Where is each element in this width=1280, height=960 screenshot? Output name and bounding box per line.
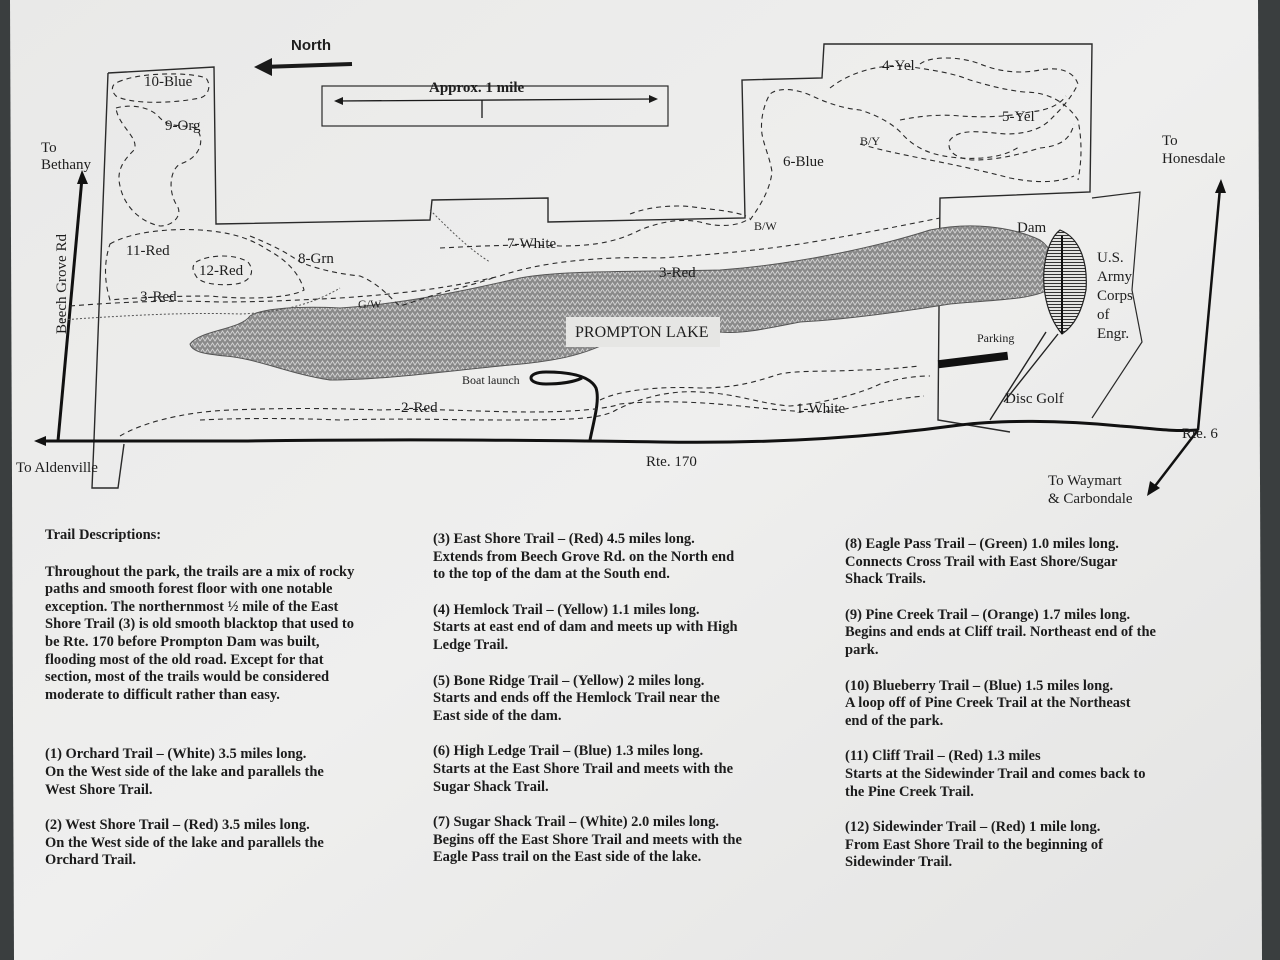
label-trail-8: 8-Grn [298, 251, 334, 267]
corps-line2: Army [1097, 269, 1132, 285]
corps-line4: of [1097, 307, 1110, 323]
corps-line1: U.S. [1097, 250, 1124, 266]
to-honesdale-line2: Honesdale [1162, 151, 1226, 167]
to-aldenville-label: To Aldenville [16, 460, 98, 476]
disc-golf-label: Disc Golf [1005, 391, 1064, 407]
lake-label: PROMPTON LAKE [575, 324, 709, 341]
label-trail-3a: 3-Red [140, 289, 177, 305]
dam-label: Dam [1017, 220, 1047, 236]
label-trail-4: 4-Yel [882, 58, 915, 74]
label-trail-5: 5-Yel [1002, 109, 1035, 125]
trail-4-description: (4) Hemlock Trail – (Yellow) 1.1 miles long. Starts at east end of dam and meets up with High Ledge Trail. [433, 601, 738, 653]
label-trail-gw: G/W [358, 297, 382, 311]
trail-7-description: (7) Sugar Shack Trail – (White) 2.0 miles long. Begins off the East Shore Trail and meets with the Eagle Pass trail on the East side of the lake. [433, 814, 742, 866]
trail-9-description: (9) Pine Creek Trail – (Orange) 1.7 miles long. Begins and ends at Cliff trail. Northeast end of the park. [845, 606, 1156, 658]
trail-1-description: (1) Orchard Trail – (White) 3.5 miles long. On the West side of the lake and parallels the West Shore Trail. [45, 746, 324, 798]
parking-label: Parking [977, 331, 1015, 345]
descriptions-column-3 [845, 536, 1215, 890]
label-trail-2: 2-Red [401, 400, 438, 416]
label-trail-6: 6-Blue [783, 154, 824, 170]
label-trail-by: B/Y [860, 134, 881, 148]
corps-line5: Engr. [1097, 326, 1130, 342]
label-trail-12: 12-Red [199, 263, 244, 279]
to-waymart-line2: & Carbondale [1048, 491, 1133, 507]
trail-10-description: (10) Blueberry Trail – (Blue) 1.5 miles long. A loop off of Pine Creek Trail at the Northeast end of the park. [845, 677, 1131, 729]
rte-170-label: Rte. 170 [646, 454, 697, 470]
north-label: North [291, 37, 331, 54]
intro-paragraph: Throughout the park, the trails are a mix of rocky paths and smooth forest floor with one notable exception. The northernmost ½ mile of the East Shore Trail (3) is old smooth blacktop that used to be Rte. 170 before Prompton Dam was built, flooding most of the old road. Except for that section, most of the trails would be considered moderate to difficult rather than easy. [45, 563, 355, 703]
trail-8-description: (8) Eagle Pass Trail – (Green) 1.0 miles long. Connects Cross Trail with East Shore/Sugar Shack Trails. [845, 536, 1119, 588]
label-trail-10: 10-Blue [144, 74, 193, 90]
corps-line3: Corps [1097, 288, 1133, 304]
boat-launch-label: Boat launch [462, 373, 520, 387]
label-trail-9: 9-Org [165, 118, 201, 134]
to-bethany-line1: To [41, 140, 57, 156]
label-trail-7: 7-White [507, 236, 557, 252]
trail-3-description: (3) East Shore Trail – (Red) 4.5 miles long. Extends from Beech Grove Rd. on the North end to the top of the dam at the South end. [433, 531, 735, 583]
label-trail-11: 11-Red [126, 243, 170, 259]
descriptions-column-1 [45, 527, 410, 888]
to-waymart-line1: To Waymart [1048, 473, 1122, 489]
rte-6-label: Rte. 6 [1182, 426, 1218, 442]
trail-5-description: (5) Bone Ridge Trail – (Yellow) 2 miles long. Starts and ends off the Hemlock Trail near the East side of the dam. [433, 672, 720, 724]
label-trail-1: 1-White [796, 401, 846, 417]
descriptions-heading: Trail Descriptions: [45, 527, 162, 543]
trail-2-description: (2) West Shore Trail – (Red) 3.5 miles long. On the West side of the lake and parallels the Orchard Trail. [45, 817, 324, 869]
trail-12-description: (12) Sidewinder Trail – (Red) 1 mile long. From East Shore Trail to the beginning of Sidewinder Trail. [845, 819, 1103, 871]
descriptions-column-2 [433, 531, 808, 885]
beech-grove-road-label: Beech Grove Rd [54, 234, 70, 334]
trail-6-description: (6) High Ledge Trail – (Blue) 1.3 miles long. Starts at the East Shore Trail and meets with the Sugar Shack Trail. [433, 743, 734, 795]
trail-11-description: (11) Cliff Trail – (Red) 1.3 miles Starts at the Sidewinder Trail and comes back to the Pine Creek Trail. [845, 748, 1146, 800]
to-bethany-line2: Bethany [41, 157, 91, 173]
to-honesdale-line1: To [1162, 133, 1178, 149]
label-trail-3b: 3-Red [659, 265, 696, 281]
label-trail-bw: B/W [754, 219, 777, 233]
scale-label: Approx. 1 mile [429, 80, 525, 96]
